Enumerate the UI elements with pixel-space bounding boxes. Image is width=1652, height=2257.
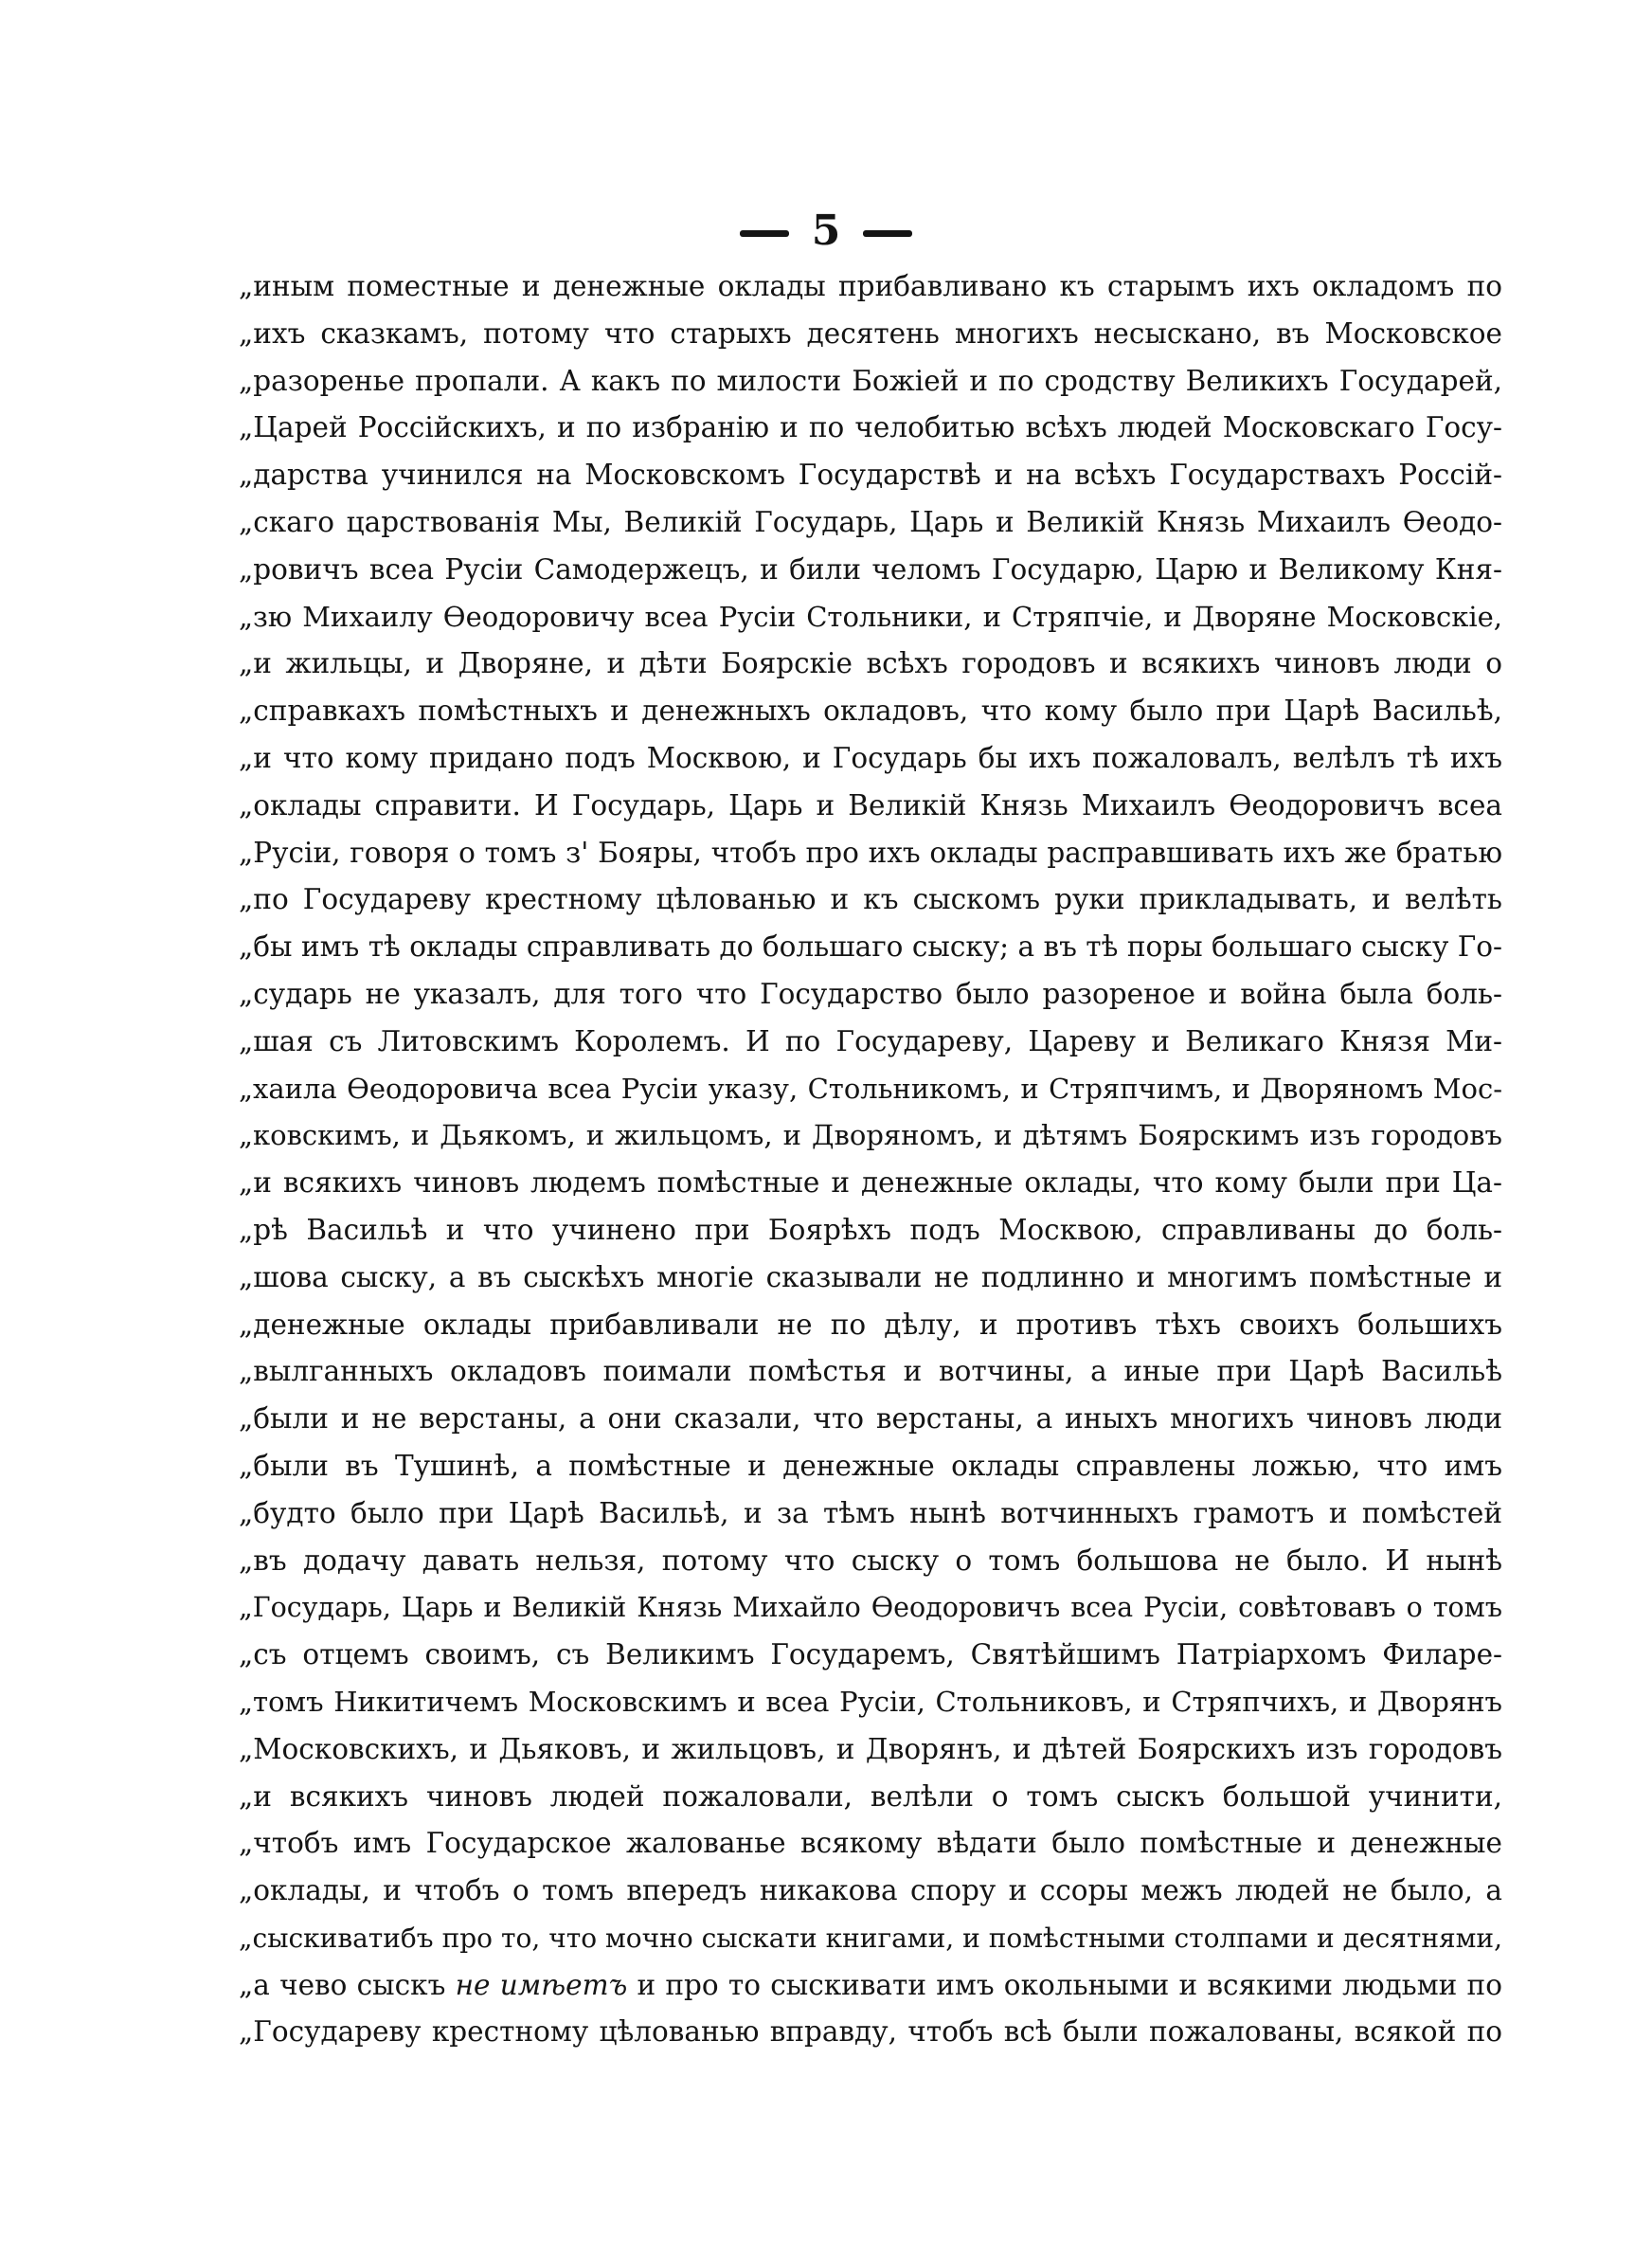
text-line: „ихъ сказкамъ, потому что старыхъ десятень многихъ несыскано, въ Московское [239, 316, 1502, 350]
text-line: „Государеву крестному цѣлованью вправду, чтобъ всѣ были пожалованы, всякой по [239, 2015, 1502, 2049]
text-line: „дарства учинился на Московскомъ Государствѣ и на всѣхъ Государствахъ Россiй- [239, 459, 1502, 492]
text-line: „и что кому придано подъ Москвою, и Государь бы ихъ пожаловалъ, велѣлъ тѣ ихъ [239, 741, 1502, 774]
page-number: 5 [811, 207, 841, 255]
text-line: „денежные оклады прибавливали не по дѣлу, и противъ тѣхъ своихъ большихъ [239, 1308, 1502, 1341]
text-line: „справкахъ помѣстныхъ и денежныхъ окладовъ, что кому было при Царѣ Васильѣ, [239, 695, 1502, 728]
text-line: „и жильцы, и Дворяне, и дѣти Боярскiе всѣхъ городовъ и всякихъ чиновъ люди о [239, 647, 1502, 680]
text-line: „чтобъ имъ Государское жалованье всякому вѣдати было помѣстные и денежные [239, 1827, 1502, 1860]
text-line: „томъ Никитичемъ Московскимъ и всеа Русiи, Стольниковъ, и Стряпчихъ, и Дворянъ [239, 1685, 1502, 1718]
text-line: „Русiи, говоря о томъ з' Бояры, чтобъ про ихъ оклады расправшивать ихъ же братью [239, 836, 1502, 869]
text-line: „разоренье пропали. А какъ по милости Божiей и по сродству Великихъ Государей, [239, 364, 1502, 397]
text-line: „зю Михаилу Ѳеодоровичу всеа Русiи Стольники, и Стряпчiе, и Дворяне Московскiе, [239, 600, 1502, 633]
left-dash-ornament [740, 230, 789, 237]
text-line: „по Государеву крестному цѣлованью и къ сыскомъ руки прикладывать, и велѣть [239, 883, 1502, 916]
text-line: „и всякихъ чиновъ людей пожаловали, велѣли о томъ сыскъ большой учинити, [239, 1779, 1502, 1813]
text-line-with-italic [239, 1962, 1502, 2010]
text-line: „шова сыску, а въ сыскѣхъ многiе сказывали не подлинно и многимъ помѣстные и [239, 1260, 1502, 1293]
text-line: „будто было при Царѣ Васильѣ, и за тѣмъ нынѣ вотчинныхъ грамотъ и помѣстей [239, 1496, 1502, 1529]
text-line: „иным поместные и денежные оклады прибавливано къ старымъ ихъ окладомъ по [239, 270, 1502, 302]
text-body [239, 263, 1502, 2056]
text-line: „были въ Тушинѣ, а помѣстные и денежные оклады справлены ложью, что имъ [239, 1449, 1502, 1482]
text-line: „съ отцемъ своимъ, съ Великимъ Государемъ, Святѣйшимъ Патрiархомъ Филаре- [239, 1638, 1502, 1671]
text-line: „скаго царствованiя Мы, Великiй Государь, Царь и Великiй Князь Михаилъ Ѳеодо- [239, 505, 1502, 538]
text-line: „ковскимъ, и Дьякомъ, и жильцомъ, и Дворяномъ, и дѣтямъ Боярскимъ изъ городовъ [239, 1119, 1502, 1152]
line-segment: и про то сыскивати имъ окольными и всякими людьми по [637, 1968, 1502, 2001]
text-line: „оклады, и чтобъ о томъ впередъ никакова спору и ссоры межъ людей не было, а [239, 1874, 1502, 1907]
line-segment: „а чево сыскъ [239, 1968, 446, 2001]
text-line: „бы имъ тѣ оклады справливать до большаго сыску; а въ тѣ поры большаго сыску Го- [239, 930, 1502, 964]
italic-phrase: не имѣетъ [455, 1968, 628, 2001]
text-line: „ровичъ всеа Русiи Самодержецъ, и били челомъ Государю, Царю и Великому Кня- [239, 552, 1502, 586]
text-line: „и всякихъ чиновъ людемъ помѣстные и денежные оклады, что кому были при Ца- [239, 1166, 1502, 1200]
text-line: „сударь не указалъ, для того что Государство было разореное и война была боль- [239, 977, 1502, 1010]
text-line: „хаила Ѳеодоровича всеа Русiи указу, Стольникомъ, и Стряпчимъ, и Дворяномъ Мос- [239, 1072, 1502, 1105]
text-line: „Государь, Царь и Великiй Князь Михайло Ѳеодоровичъ всеа Русiи, совѣтовавъ о томъ [239, 1592, 1502, 1624]
text-line: „шая съ Литовскимъ Королемъ. И по Государеву, Цареву и Великаго Князя Ми- [239, 1024, 1502, 1057]
text-line: „были и не верстаны, а они сказали, что верстаны, а иныхъ многихъ чиновъ люди [239, 1402, 1502, 1435]
text-line: „сыскиватибъ про то, что мочно сыскати книгами, и помѣстными столпами и десятнями, [239, 1922, 1502, 1954]
page-header [0, 203, 1652, 260]
text-line: „въ додачу давать нельзя, потому что сыску о томъ большова не было. И нынѣ [239, 1544, 1502, 1577]
right-dash-ornament [863, 230, 912, 237]
text-line: „оклады справити. И Государь, Царь и Великiй Князь Михаилъ Ѳеодоровичъ всеа [239, 788, 1502, 822]
text-line: „Московскихъ, и Дьяковъ, и жильцовъ, и Дворянъ, и дѣтей Боярскихъ изъ городовъ [239, 1732, 1502, 1765]
text-line: „рѣ Васильѣ и что учинено при Боярѣхъ подъ Москвою, справливаны до боль- [239, 1213, 1502, 1246]
text-line: „Царей Россiйскихъ, и по избранiю и по челобитью всѣхъ людей Московскаго Госу- [239, 411, 1502, 444]
text-line: „вылганныхъ окладовъ поимали помѣстья и вотчины, а иные при Царѣ Васильѣ [239, 1355, 1502, 1388]
